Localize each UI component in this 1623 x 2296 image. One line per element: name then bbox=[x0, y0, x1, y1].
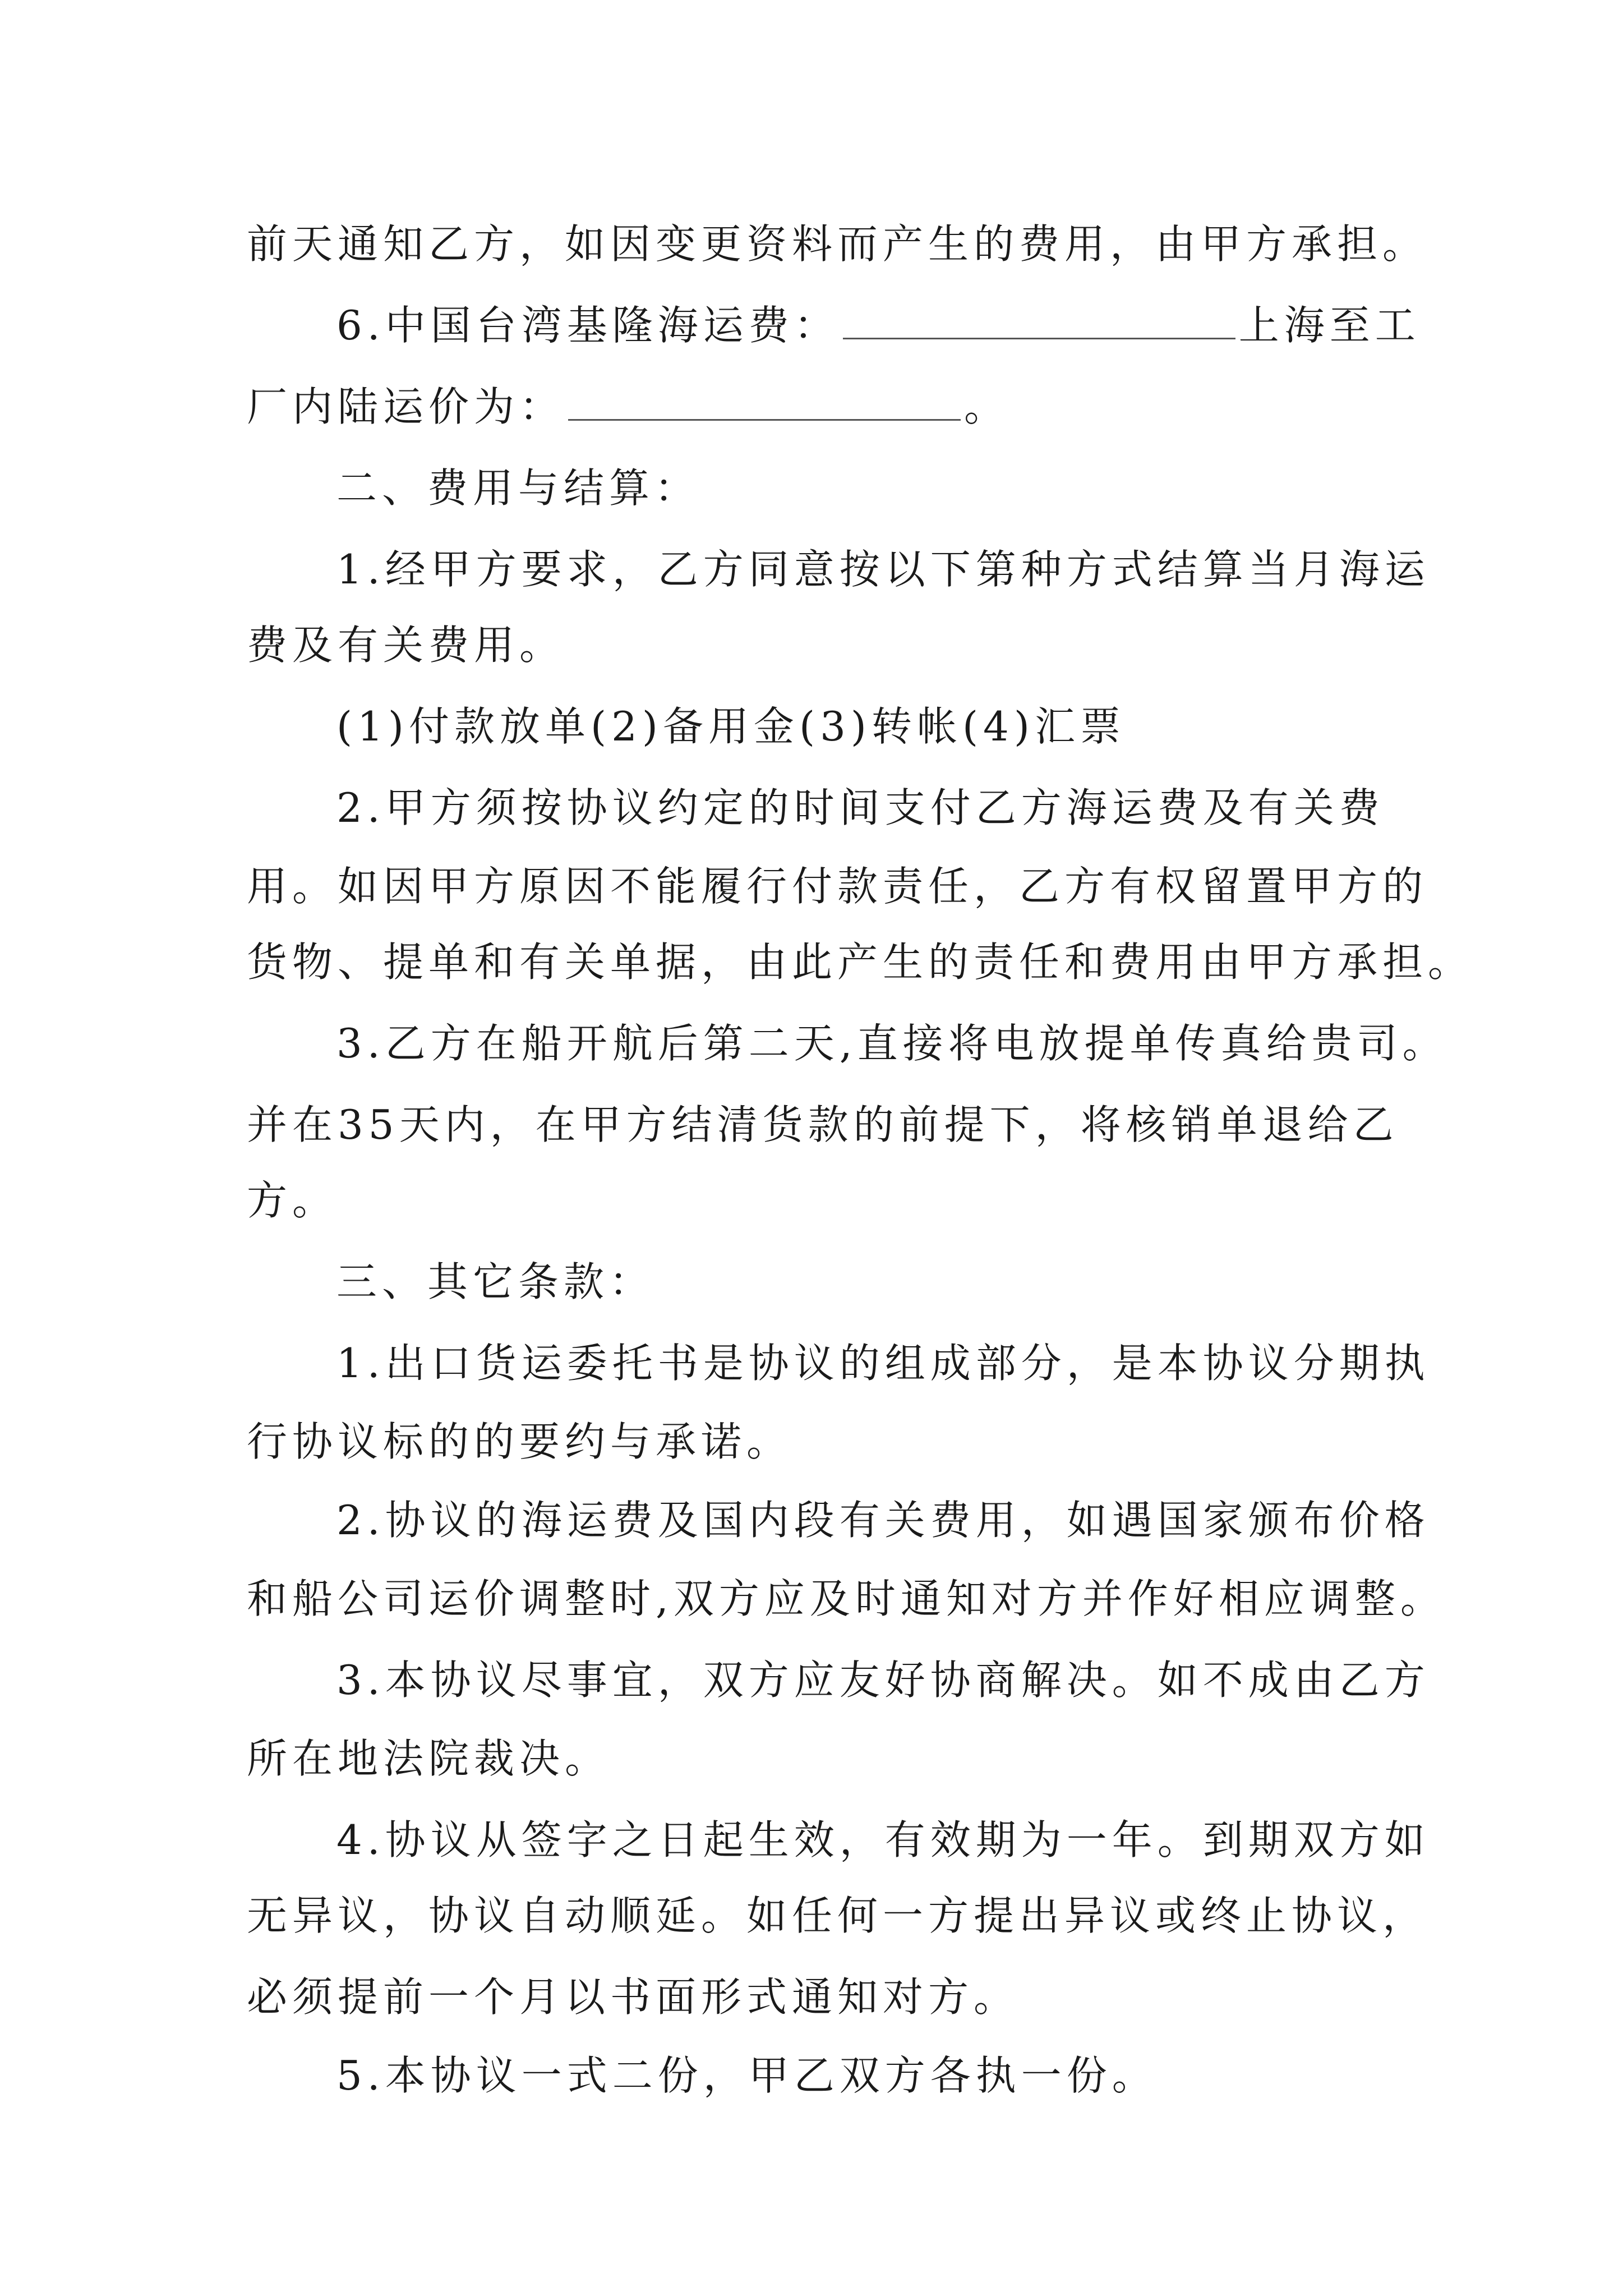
paragraph-line: 用。如因甲方原因不能履行付款责任，乙方有权留置甲方的 bbox=[247, 863, 1428, 910]
inline-text: 厂内陆运价为： bbox=[247, 383, 565, 430]
paragraph-line: 必须提前一个月以书面形式通知对方。 bbox=[247, 1973, 1020, 2021]
paragraph-line: 无异议，协议自动顺延。如任何一方提出异议或终止协议， bbox=[247, 1892, 1428, 1939]
paragraph-line: 1.出口货运委托书是协议的组成部分，是本协议分期执 bbox=[336, 1340, 1430, 1387]
paragraph-line: 5.本协议一式二份，甲乙双方各执一份。 bbox=[336, 2052, 1158, 2099]
paragraph-line: 所在地法院裁决。 bbox=[247, 1735, 611, 1782]
section-heading: 二、费用与结算： bbox=[336, 464, 700, 512]
paragraph-line: 4.协议从签字之日起生效，有效期为一年。到期双方如 bbox=[336, 1816, 1430, 1864]
paragraph-line: 2.协议的海运费及国内段有关费用，如遇国家颁布价格 bbox=[336, 1497, 1430, 1544]
paragraph-line: 方。 bbox=[247, 1177, 338, 1224]
paragraph-line: 和船公司运价调整时,双方应及时通知对方并作好相应调整。 bbox=[247, 1575, 1446, 1622]
section-heading: 三、其它条款： bbox=[336, 1258, 655, 1305]
document-page bbox=[247, 0, 1474, 2296]
fill-in-blank[interactable] bbox=[568, 384, 961, 421]
paragraph-line: (1)付款放单(2)备用金(3)转帐(4)汇票 bbox=[336, 703, 1126, 750]
paragraph-line: 3.本协议尽事宜，双方应友好协商解决。如不成由乙方 bbox=[336, 1657, 1430, 1704]
paragraph-line: 费及有关费用。 bbox=[247, 622, 565, 669]
paragraph-line: 2.甲方须按协议约定的时间支付乙方海运费及有关费 bbox=[336, 784, 1385, 831]
paragraph-line: 并在35天内，在甲方结清货款的前提下，将核销单退给乙 bbox=[247, 1101, 1399, 1148]
inline-text: 。 bbox=[964, 383, 1010, 430]
paragraph-line: 1.经甲方要求，乙方同意按以下第种方式结算当月海运 bbox=[336, 546, 1430, 593]
inline-text: 上海至工 bbox=[1238, 302, 1421, 349]
paragraph-line bbox=[247, 373, 1402, 440]
paragraph-line: 行协议标的的要约与承诺。 bbox=[247, 1418, 792, 1465]
paragraph-line: 货物、提单和有关单据，由此产生的责任和费用由甲方承担。 bbox=[247, 938, 1474, 986]
inline-text: 6.中国台湾基隆海运费： bbox=[336, 302, 840, 349]
paragraph-line: 前天通知乙方，如因变更资料而产生的费用，由甲方承担。 bbox=[247, 220, 1428, 268]
paragraph-line bbox=[336, 292, 1421, 359]
paragraph-line: 3.乙方在船开航后第二天,直接将电放提单传真给贵司。 bbox=[336, 1020, 1448, 1067]
fill-in-blank[interactable] bbox=[843, 303, 1235, 339]
